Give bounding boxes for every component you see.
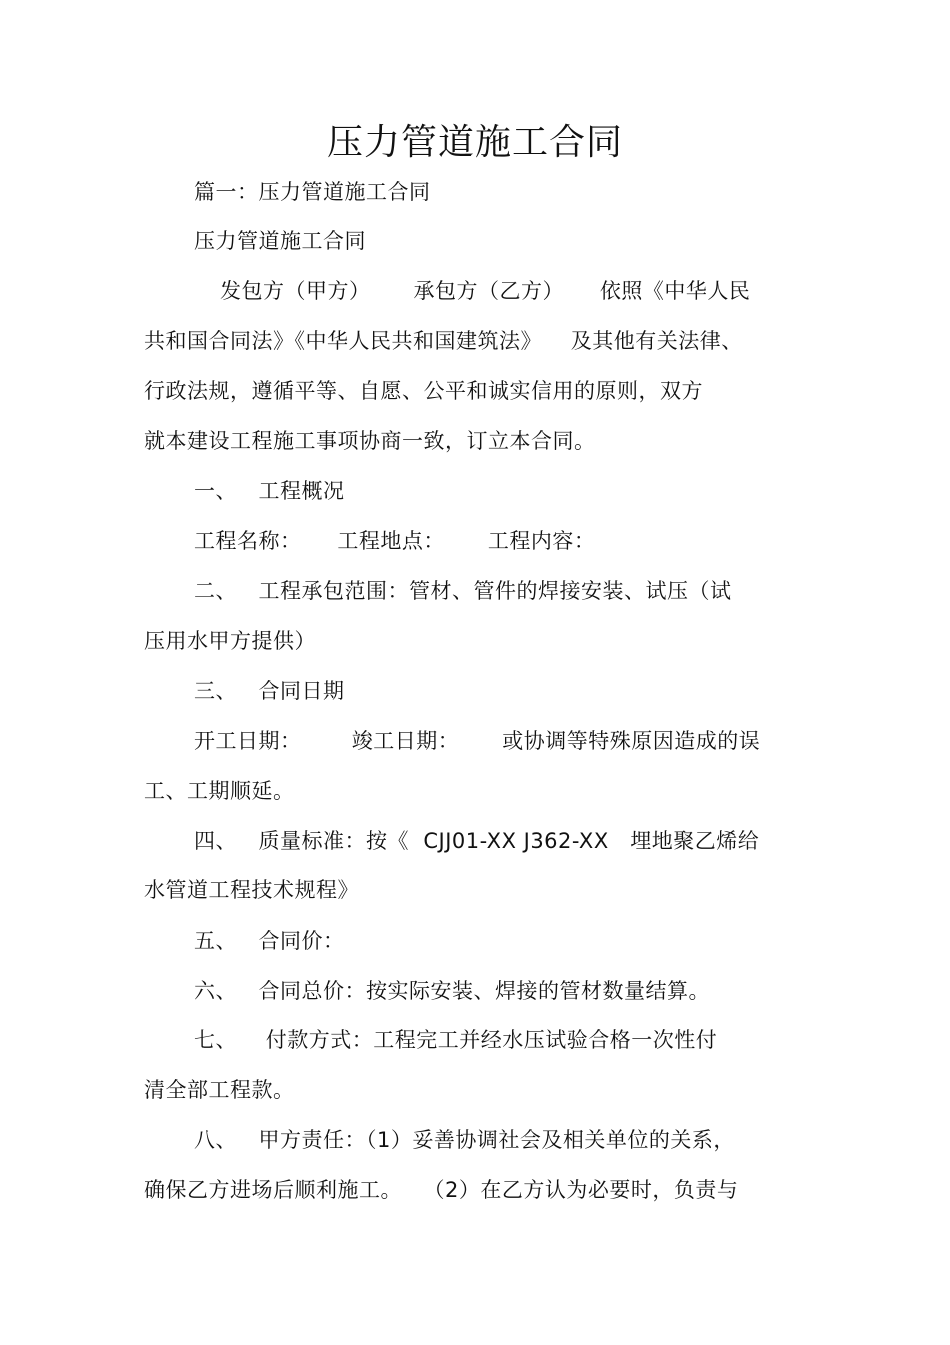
section-heading: 五、 合同价： — [194, 929, 345, 953]
section-heading: 四、 质量标准：按《 CJJ01-XX J362-XX 埋地聚乙烯给 — [194, 829, 760, 853]
section-heading: 一、 工程概况 — [194, 479, 345, 503]
text-line: 共和国合同法》《中华人民共和国建筑法》 及其他有关法律、 — [144, 329, 743, 353]
section-heading: 三、 合同日期 — [194, 679, 345, 703]
document-title: 压力管道施工合同 — [326, 122, 623, 163]
text-line: 就本建设工程施工事项协商一致，订立本合同。 — [144, 429, 596, 453]
section-heading: 二、 工程承包范围：管材、管件的焊接安装、试压（试 — [194, 579, 732, 603]
text-line: 清全部工程款。 — [144, 1078, 295, 1102]
section-heading: 六、 合同总价：按实际安装、焊接的管材数量结算。 — [194, 979, 711, 1003]
text-line: 开工日期： 竣工日期： 或协调等特殊原因造成的误 — [194, 729, 761, 753]
text-line: 水管道工程技术规程》 — [144, 878, 359, 902]
section-heading: 七、 付款方式：工程完工并经水压试验合格一次性付 — [194, 1028, 718, 1052]
text-line: 发包方（甲方） 承包方（乙方） 依照《中华人民 — [220, 279, 751, 303]
text-line: 压力管道施工合同 — [194, 229, 366, 253]
text-line: 压用水甲方提供） — [144, 629, 316, 653]
text-line: 确保乙方进场后顺利施工。 （2）在乙方认为必要时，负责与 — [144, 1178, 739, 1202]
text-line: 工程名称： 工程地点： 工程内容： — [194, 529, 596, 553]
text-line: 行政法规，遵循平等、自愿、公平和诚实信用的原则，双方 — [144, 379, 703, 403]
section-heading: 八、 甲方责任：（1）妥善协调社会及相关单位的关系， — [194, 1128, 735, 1152]
text-line: 工、工期顺延。 — [144, 779, 295, 803]
text-line: 篇一：压力管道施工合同 — [194, 180, 431, 204]
